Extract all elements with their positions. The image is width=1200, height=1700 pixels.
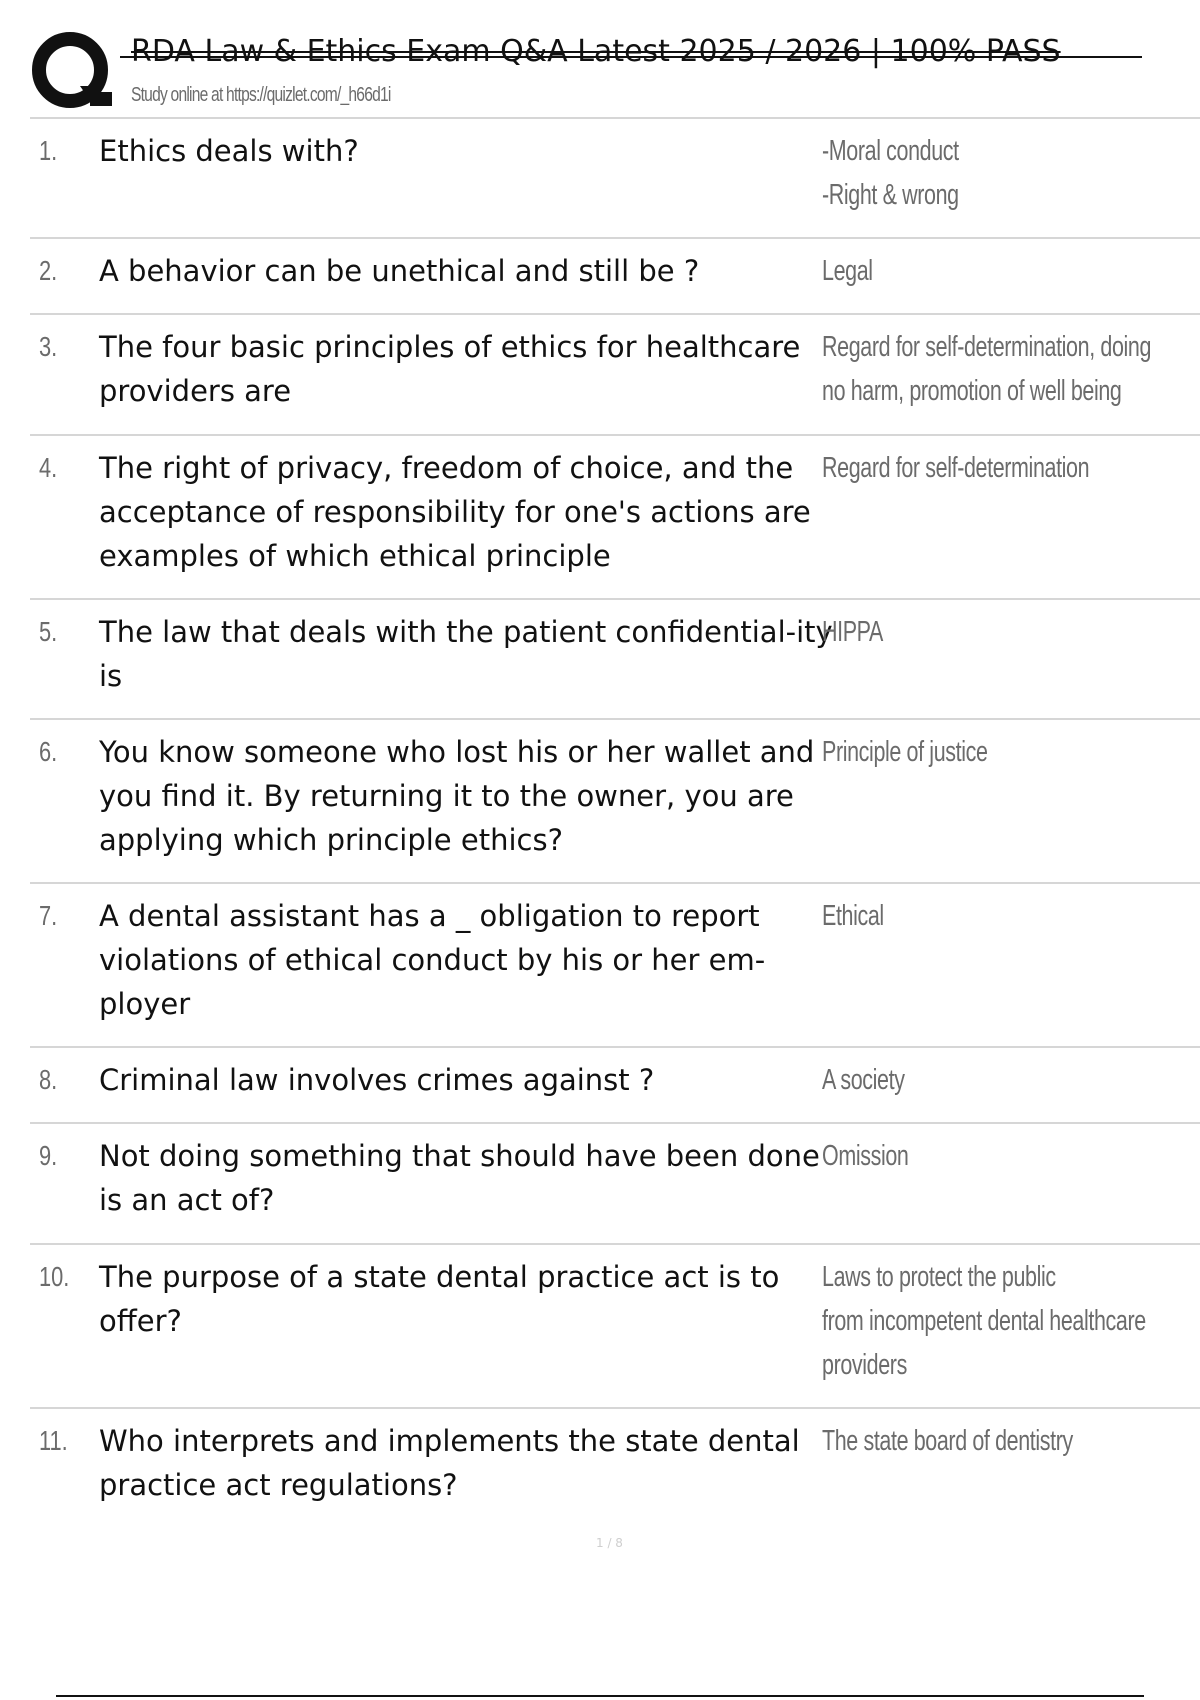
answer-text [822, 1419, 1177, 1463]
qa-item [30, 720, 1200, 884]
answer-line: -Right & wrong [822, 179, 959, 211]
qa-item [30, 239, 1200, 315]
answer-text [822, 446, 1177, 490]
answer-text [822, 1255, 1177, 1387]
qa-item [30, 119, 1200, 239]
answer-line: A society [822, 1064, 905, 1096]
qa-list [30, 119, 1200, 1529]
answer-line: no harm, promotion of well being [822, 375, 1122, 407]
item-number: 4. [39, 452, 58, 483]
answer-line: HIPPA [822, 616, 883, 648]
answer-line: Omission [822, 1140, 909, 1172]
question-text: Who interprets and implements the state dental practice act regulations? [99, 1424, 800, 1502]
item-number: 3. [39, 331, 58, 362]
answer-line: Regard for self-determination, doing [822, 331, 1152, 363]
qa-item [30, 1124, 1200, 1245]
question-text: A dental assistant has a _ obligation to report violations of ethical conduct by his or her em-ployer [99, 899, 766, 1021]
document-title: RDA Law & Ethics Exam Q&A Latest 2025 / 2026 | 100% PASS [131, 34, 1061, 69]
item-number: 10. [39, 1261, 70, 1292]
answer-text [822, 1058, 1177, 1102]
answer-line: from incompetent dental healthcare [822, 1305, 1146, 1337]
item-number: 9. [39, 1140, 58, 1171]
question-text: The law that deals with the patient confidential-ity is [99, 615, 833, 693]
study-online-link[interactable]: Study online at https://quizlet.com/_h66d1i [131, 84, 391, 106]
answer-text [822, 129, 1177, 217]
item-number: 5. [39, 616, 58, 647]
item-number: 1. [39, 135, 58, 166]
answer-line: Regard for self-determination [822, 452, 1090, 484]
qa-item [30, 600, 1200, 720]
answer-line: Legal [822, 255, 873, 287]
item-number: 11. [39, 1425, 68, 1456]
question-text: Ethics deals with? [99, 134, 359, 168]
answer-text [822, 1134, 1177, 1178]
answer-text [822, 730, 1177, 774]
page-number: 1 / 8 [596, 1536, 623, 1550]
answer-text [822, 894, 1177, 938]
answer-line: providers [822, 1349, 907, 1381]
item-number: 7. [39, 900, 58, 931]
question-text: Not doing something that should have been done is an act of? [99, 1139, 820, 1217]
qa-item [30, 436, 1200, 600]
answer-text [822, 325, 1177, 413]
footer-rule [56, 1695, 1144, 1697]
answer-text [822, 249, 1177, 293]
qa-item [30, 1048, 1200, 1124]
question-text: The right of privacy, freedom of choice, and the acceptance of responsibility for one's actions are examples of which ethical principle [99, 451, 811, 573]
question-text: The four basic principles of ethics for healthcare providers are [99, 330, 801, 408]
answer-line: Laws to protect the public [822, 1261, 1056, 1293]
qa-item [30, 1409, 1200, 1529]
answer-text [822, 610, 1177, 654]
item-number: 2. [39, 255, 58, 286]
question-text: A behavior can be unethical and still be ? [99, 254, 700, 288]
question-text: You know someone who lost his or her wallet and you find it. By returning it to the owner, you are applying which principle ethics? [99, 735, 815, 857]
qa-item [30, 315, 1200, 436]
qa-item [30, 1245, 1200, 1409]
quizlet-q-logo-icon [30, 30, 112, 112]
answer-line: Ethical [822, 900, 884, 932]
question-text: Criminal law involves crimes against ? [99, 1063, 655, 1097]
answer-line: The state board of dentistry [822, 1425, 1073, 1457]
answer-line: -Moral conduct [822, 135, 959, 167]
answer-line: Principle of justice [822, 736, 988, 768]
item-number: 8. [39, 1064, 58, 1095]
item-number: 6. [39, 736, 58, 767]
question-text: The purpose of a state dental practice act is to offer? [99, 1260, 780, 1338]
qa-item [30, 884, 1200, 1048]
